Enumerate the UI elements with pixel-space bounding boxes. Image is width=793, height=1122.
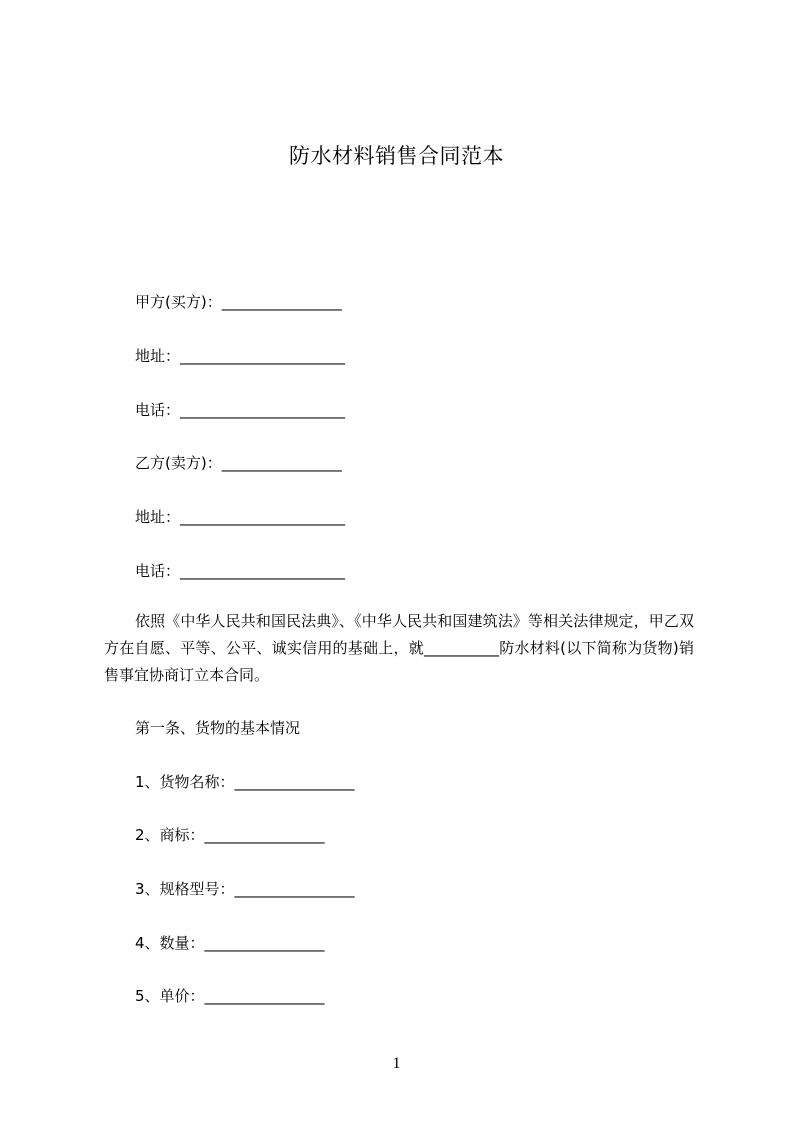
party-a-field: 甲方(买方)：________________	[135, 293, 342, 311]
party-b-field: 乙方(卖方)：________________	[135, 454, 342, 472]
party-b-address-field: 地址：______________________	[135, 508, 346, 526]
intro-paragraph: 依照《中华人民共和国民法典》、《中华人民共和国建筑法》等相关法律规定，甲乙双方在自愿、平等、公平、诚实信用的基础上，就__________防水材料(以下简称为货物)销售事宜协商订立本合同。	[104, 612, 694, 684]
goods-name-field: 1、货物名称：________________	[135, 773, 355, 791]
page-title: 防水材料销售合同范本	[289, 144, 504, 168]
article-1-heading: 第一条、货物的基本情况	[135, 719, 301, 737]
unit-price-field: 5、单价：________________	[135, 987, 325, 1005]
page-number: 1	[392, 1055, 401, 1072]
party-b-phone-field: 电话：______________________	[135, 562, 346, 580]
quantity-field: 4、数量：________________	[135, 934, 325, 952]
party-a-phone-field: 电话：______________________	[135, 401, 346, 419]
spec-model-field: 3、规格型号：________________	[135, 880, 355, 898]
party-a-address-field: 地址：______________________	[135, 347, 346, 365]
trademark-field: 2、商标：________________	[135, 826, 325, 844]
